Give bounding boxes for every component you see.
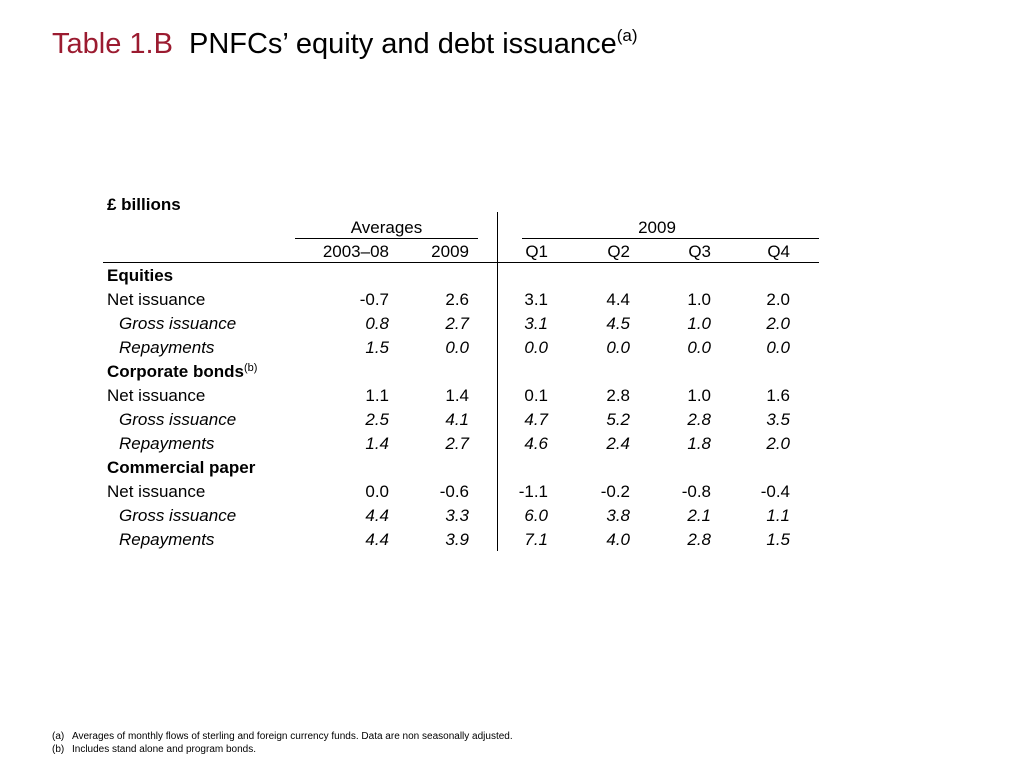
table-row — [0, 410, 1024, 434]
row-label: Repayments — [119, 338, 215, 357]
column-header-q2: Q2 — [607, 242, 630, 261]
table-cell: 1.6 — [766, 386, 790, 405]
table-cell: 2.6 — [445, 290, 469, 309]
table-cell: 5.2 — [606, 410, 630, 429]
row-label: Gross issuance — [119, 506, 237, 525]
section-heading — [107, 362, 257, 382]
table-cell: 1.0 — [687, 314, 711, 333]
footnote-text: Averages of monthly flows of sterling and foreign currency funds. Data are non seasonally adjusted. — [72, 731, 513, 742]
table-cell: -0.2 — [600, 482, 630, 501]
header-rule — [103, 262, 819, 263]
averages-group-header: Averages — [350, 218, 423, 237]
table-cell: 0.0 — [766, 338, 790, 357]
column-header-q4: Q4 — [767, 242, 790, 261]
table-cell: -1.1 — [518, 482, 548, 501]
column-header-q1: Q1 — [525, 242, 548, 261]
row-label: Gross issuance — [119, 410, 237, 429]
table-cell: 1.5 — [766, 530, 790, 549]
table-cell: 1.5 — [365, 338, 389, 357]
section-heading — [107, 266, 173, 286]
table-cell: 2.0 — [766, 314, 790, 333]
table-cell: 2.0 — [766, 290, 790, 309]
section-heading — [107, 458, 255, 478]
section-heading-text: Commercial paper — [107, 458, 256, 477]
row-label: Net issuance — [107, 482, 206, 501]
slide-title — [52, 27, 637, 61]
table-cell: 6.0 — [524, 506, 548, 525]
table-cell: 0.0 — [687, 338, 711, 357]
table-row — [0, 530, 1024, 554]
table-cell: 1.0 — [687, 386, 711, 405]
table-cell: 0.0 — [445, 338, 469, 357]
column-header-q3: Q3 — [688, 242, 711, 261]
averages-rule — [295, 238, 478, 239]
table-row — [0, 314, 1024, 338]
footnote — [52, 743, 513, 756]
section-heading-row — [0, 458, 1024, 482]
table-cell: 7.1 — [524, 530, 548, 549]
column-header-2009: 2009 — [431, 242, 469, 261]
section-footnote-marker: (b) — [243, 362, 258, 374]
title-footnote-marker: (a) — [616, 26, 638, 45]
table-cell: 4.7 — [524, 410, 548, 429]
table-cell: 0.8 — [365, 314, 389, 333]
table-row — [0, 482, 1024, 506]
table-cell: 0.1 — [524, 386, 548, 405]
table-row — [0, 506, 1024, 530]
row-label: Net issuance — [107, 290, 206, 309]
table-number: Table 1.B — [52, 28, 173, 60]
row-label: Net issuance — [107, 386, 206, 405]
table-cell: 4.4 — [365, 530, 389, 549]
footnote-key: (b) — [52, 744, 65, 755]
table-cell: 2.7 — [445, 314, 469, 333]
table-row — [0, 434, 1024, 458]
table-cell: 2.0 — [766, 434, 790, 453]
table-cell: 2.5 — [365, 410, 389, 429]
table-cell: 0.0 — [365, 482, 389, 501]
table-title: PNFCs’ equity and debt issuance — [188, 28, 617, 60]
year-group-header: 2009 — [638, 218, 676, 237]
table-cell: 4.1 — [445, 410, 469, 429]
section-heading-row — [0, 362, 1024, 386]
table-cell: 4.0 — [606, 530, 630, 549]
table-cell: 4.5 — [606, 314, 630, 333]
table-cell: 0.0 — [606, 338, 630, 357]
table-cell: 1.4 — [445, 386, 469, 405]
row-label: Repayments — [119, 434, 215, 453]
section-heading-text: Equities — [107, 266, 174, 285]
table-cell: 4.4 — [365, 506, 389, 525]
table-cell: 0.0 — [524, 338, 548, 357]
table-cell: 1.1 — [766, 506, 790, 525]
year-rule — [522, 238, 819, 239]
footnote-text: Includes stand alone and program bonds. — [72, 744, 257, 755]
table-cell: -0.4 — [760, 482, 790, 501]
section-heading-text: Corporate bonds — [107, 362, 244, 381]
table-cell: 3.1 — [524, 290, 548, 309]
table-cell: 3.9 — [445, 530, 469, 549]
table-row — [0, 290, 1024, 314]
column-header-2003-08: 2003–08 — [322, 242, 389, 261]
table-row — [0, 338, 1024, 362]
table-cell: 1.4 — [365, 434, 389, 453]
table-cell: 4.4 — [606, 290, 630, 309]
table-cell: 3.3 — [445, 506, 469, 525]
table-cell: 2.1 — [687, 506, 711, 525]
table-cell: 1.1 — [365, 386, 389, 405]
table-cell: 3.8 — [606, 506, 630, 525]
table-row — [0, 386, 1024, 410]
units-label: £ billions — [107, 195, 181, 214]
table-cell: 2.7 — [445, 434, 469, 453]
section-heading-row — [0, 266, 1024, 290]
table-cell: 4.6 — [524, 434, 548, 453]
table-cell: 2.8 — [606, 386, 630, 405]
table-cell: 3.5 — [766, 410, 790, 429]
row-label: Gross issuance — [119, 314, 237, 333]
table-cell: -0.7 — [359, 290, 389, 309]
row-label: Repayments — [119, 530, 215, 549]
footnotes — [52, 730, 513, 756]
table-cell: 2.8 — [687, 410, 711, 429]
footnote-key: (a) — [52, 731, 65, 742]
table-cell: 1.8 — [687, 434, 711, 453]
table-cell: -0.8 — [681, 482, 711, 501]
table-cell: 2.4 — [606, 434, 630, 453]
table-cell: -0.6 — [439, 482, 469, 501]
footnote — [52, 730, 513, 743]
table-cell: 1.0 — [687, 290, 711, 309]
table-cell: 3.1 — [524, 314, 548, 333]
table-cell: 2.8 — [687, 530, 711, 549]
